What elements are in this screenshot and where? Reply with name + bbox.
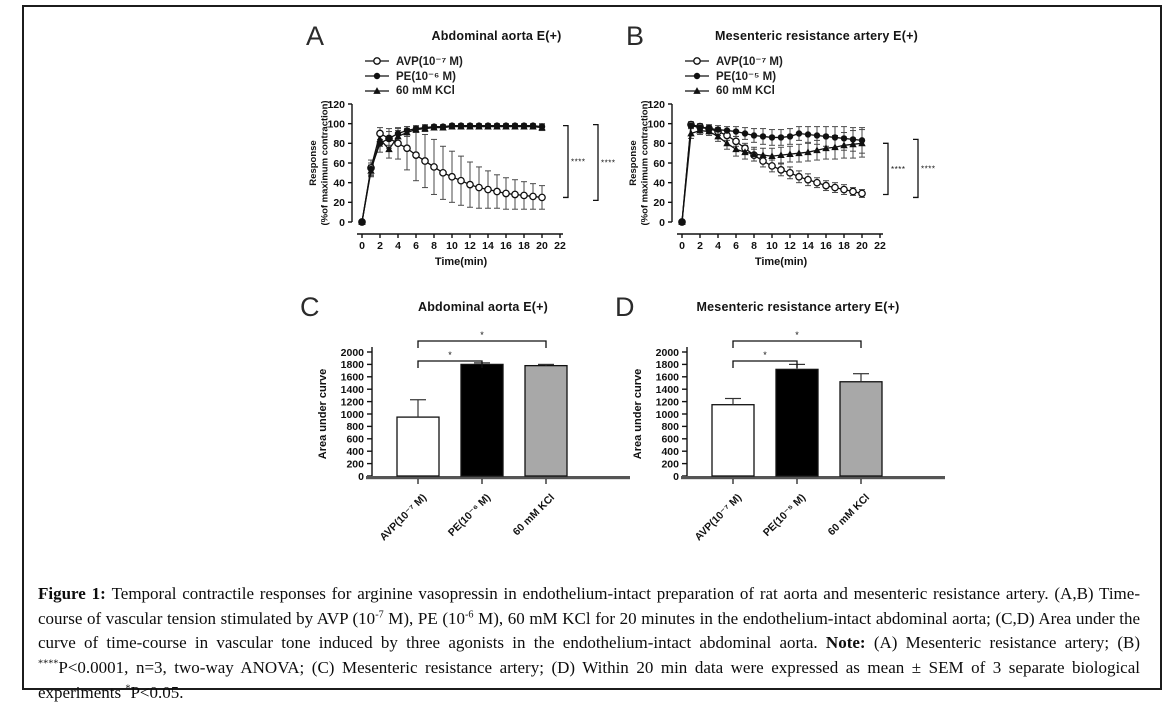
svg-text:200: 200 <box>346 458 364 471</box>
panel-d-chart <box>615 321 945 571</box>
svg-text:0: 0 <box>659 217 665 230</box>
svg-text:18: 18 <box>838 240 850 253</box>
svg-text:Time(min): Time(min) <box>754 256 808 269</box>
svg-text:1200: 1200 <box>655 396 679 409</box>
svg-text:80: 80 <box>333 138 345 151</box>
caption-text: M), PE (10 <box>383 608 466 628</box>
svg-text:60 mM KCl: 60 mM KCl <box>510 491 558 539</box>
svg-text:AVP(10⁻⁷ M): AVP(10⁻⁷ M) <box>692 491 745 544</box>
svg-text:400: 400 <box>346 446 364 459</box>
panel-a-legend <box>364 53 651 98</box>
panel-d <box>615 293 945 571</box>
caption-text: P<0.0001, n=3, two-way ANOVA; (C) Mesenteric resistance artery; (D) Within 20 min data were expressed as mean ± SEM of 3 separate biological experiments <box>38 657 1140 702</box>
caption-text: P<0.05. <box>130 682 184 702</box>
svg-text:****: **** <box>601 158 616 168</box>
svg-text:1200: 1200 <box>340 396 364 409</box>
filled-triangle-icon <box>364 85 390 97</box>
svg-text:*: * <box>480 330 484 341</box>
svg-text:4: 4 <box>395 240 401 253</box>
svg-text:*: * <box>448 350 452 361</box>
panel-a-header <box>306 22 651 50</box>
svg-text:22: 22 <box>874 240 886 253</box>
caption-superscript: -6 <box>465 608 474 620</box>
svg-text:2000: 2000 <box>655 347 679 360</box>
svg-text:40: 40 <box>333 177 345 190</box>
panel-a-chart <box>306 98 651 273</box>
svg-text:****: **** <box>571 157 586 167</box>
svg-text:60: 60 <box>333 158 345 171</box>
panel-b-legend <box>684 53 971 98</box>
svg-text:800: 800 <box>661 421 679 434</box>
panel-a <box>306 22 651 273</box>
svg-text:2: 2 <box>377 240 383 253</box>
svg-text:0: 0 <box>679 240 685 253</box>
svg-text:1400: 1400 <box>655 384 679 397</box>
svg-text:****: **** <box>891 165 906 175</box>
svg-text:80: 80 <box>653 138 665 151</box>
svg-text:16: 16 <box>820 240 832 253</box>
svg-text:2: 2 <box>697 240 703 253</box>
panel-b-letter: B <box>626 21 645 51</box>
svg-text:100: 100 <box>647 118 665 131</box>
svg-text:16: 16 <box>500 240 512 253</box>
panel-b-header <box>626 22 971 50</box>
svg-text:0: 0 <box>673 471 679 484</box>
filled-circle-icon <box>364 70 390 82</box>
caption-superscript: * <box>125 682 131 694</box>
svg-text:6: 6 <box>733 240 739 253</box>
filled-circle-icon <box>684 70 710 82</box>
svg-text:120: 120 <box>647 99 665 112</box>
legend-item <box>364 53 651 68</box>
svg-text:600: 600 <box>346 433 364 446</box>
svg-text:1000: 1000 <box>340 409 364 422</box>
panel-c-letter: C <box>300 292 320 322</box>
svg-text:*: * <box>763 350 767 361</box>
panel-d-header <box>615 293 945 321</box>
svg-text:Response: Response <box>628 140 639 187</box>
svg-text:1800: 1800 <box>655 359 679 372</box>
svg-text:18: 18 <box>518 240 530 253</box>
svg-text:400: 400 <box>661 446 679 459</box>
legend-item <box>684 68 971 83</box>
svg-text:800: 800 <box>346 421 364 434</box>
panel-b-chart <box>626 98 971 273</box>
legend-item <box>684 83 971 98</box>
legend-label: PE(10⁻⁶ M) <box>396 70 456 83</box>
panel-b-title: Mesenteric resistance artery E(+) <box>715 29 918 43</box>
figure-caption <box>38 582 1140 705</box>
svg-text:60: 60 <box>653 158 665 171</box>
caption-superscript: -7 <box>375 608 384 620</box>
panel-c-chart <box>300 321 630 571</box>
panel-c <box>300 293 630 571</box>
svg-text:(%of maximum contraction): (%of maximum contraction) <box>319 100 331 226</box>
caption-bold-text: Figure 1: <box>38 584 112 603</box>
svg-text:2000: 2000 <box>340 347 364 360</box>
svg-text:Response: Response <box>308 140 319 187</box>
svg-text:PE(10⁻⁶ M): PE(10⁻⁶ M) <box>445 491 494 540</box>
panel-d-letter: D <box>615 292 635 322</box>
svg-text:0: 0 <box>358 471 364 484</box>
svg-text:Area under curve: Area under curve <box>317 369 329 460</box>
caption-text: Temporal contractile responses for arginine vasopressin in endothelium-intact preparation of rat aorta and mesenteric resistance artery. (A,B) Time-course of vascular tension stimulated by AVP (10 <box>38 584 1140 628</box>
panel-d-title: Mesenteric resistance artery E(+) <box>696 300 900 314</box>
svg-text:****: **** <box>921 164 936 174</box>
panel-b <box>626 22 971 273</box>
svg-text:PE(10⁻⁵ M): PE(10⁻⁵ M) <box>760 491 809 540</box>
svg-text:Area under curve: Area under curve <box>632 369 644 460</box>
open-circle-icon <box>364 55 390 67</box>
svg-text:Time(min): Time(min) <box>434 256 488 269</box>
svg-text:600: 600 <box>661 433 679 446</box>
legend-item <box>364 83 651 98</box>
svg-text:*: * <box>795 330 799 341</box>
svg-text:8: 8 <box>431 240 437 253</box>
svg-text:1800: 1800 <box>340 359 364 372</box>
svg-text:40: 40 <box>653 177 665 190</box>
svg-text:1000: 1000 <box>655 409 679 422</box>
svg-text:14: 14 <box>802 240 814 253</box>
open-circle-icon <box>684 55 710 67</box>
caption-text: (A) Mesenteric resistance artery; (B) <box>873 633 1140 653</box>
svg-text:100: 100 <box>327 118 345 131</box>
svg-text:120: 120 <box>327 99 345 112</box>
legend-label: 60 mM KCl <box>396 84 455 97</box>
panel-a-title: Abdominal aorta E(+) <box>431 29 562 43</box>
svg-text:12: 12 <box>464 240 476 253</box>
svg-text:20: 20 <box>856 240 868 253</box>
svg-text:20: 20 <box>653 197 665 210</box>
svg-text:4: 4 <box>715 240 721 253</box>
svg-text:10: 10 <box>446 240 458 253</box>
caption-text: M), 60 mM KCl for 20 minutes in the endothelium-intact abdominal aorta; (C,D) Area under the curve of time-course in vascular tone induced by three agonists in the endothelium-intact abdominal aorta. <box>38 608 1141 653</box>
svg-text:(%of maximum contraction): (%of maximum contraction) <box>639 100 651 226</box>
panel-c-header <box>300 293 630 321</box>
svg-text:8: 8 <box>751 240 757 253</box>
svg-text:200: 200 <box>661 458 679 471</box>
legend-item <box>364 68 651 83</box>
legend-label: AVP(10⁻⁷ M) <box>396 55 463 68</box>
svg-text:6: 6 <box>413 240 419 253</box>
caption-superscript: **** <box>38 658 59 670</box>
svg-text:20: 20 <box>536 240 548 253</box>
svg-text:1400: 1400 <box>340 384 364 397</box>
legend-label: 60 mM KCl <box>716 84 775 97</box>
svg-text:0: 0 <box>339 217 345 230</box>
svg-text:10: 10 <box>766 240 778 253</box>
filled-triangle-icon <box>684 85 710 97</box>
svg-text:1600: 1600 <box>655 371 679 384</box>
svg-text:60 mM KCl: 60 mM KCl <box>825 491 873 539</box>
svg-text:0: 0 <box>359 240 365 253</box>
legend-label: AVP(10⁻⁷ M) <box>716 55 783 68</box>
svg-text:20: 20 <box>333 197 345 210</box>
panel-c-title: Abdominal aorta E(+) <box>417 300 549 314</box>
legend-item <box>684 53 971 68</box>
svg-text:1600: 1600 <box>340 371 364 384</box>
legend-label: PE(10⁻⁵ M) <box>716 70 777 83</box>
svg-text:22: 22 <box>554 240 566 253</box>
svg-text:14: 14 <box>482 240 494 253</box>
svg-text:AVP(10⁻⁷ M): AVP(10⁻⁷ M) <box>377 491 430 544</box>
svg-text:12: 12 <box>784 240 796 253</box>
panel-a-letter: A <box>306 21 325 51</box>
caption-bold-text: Note: <box>825 633 874 653</box>
